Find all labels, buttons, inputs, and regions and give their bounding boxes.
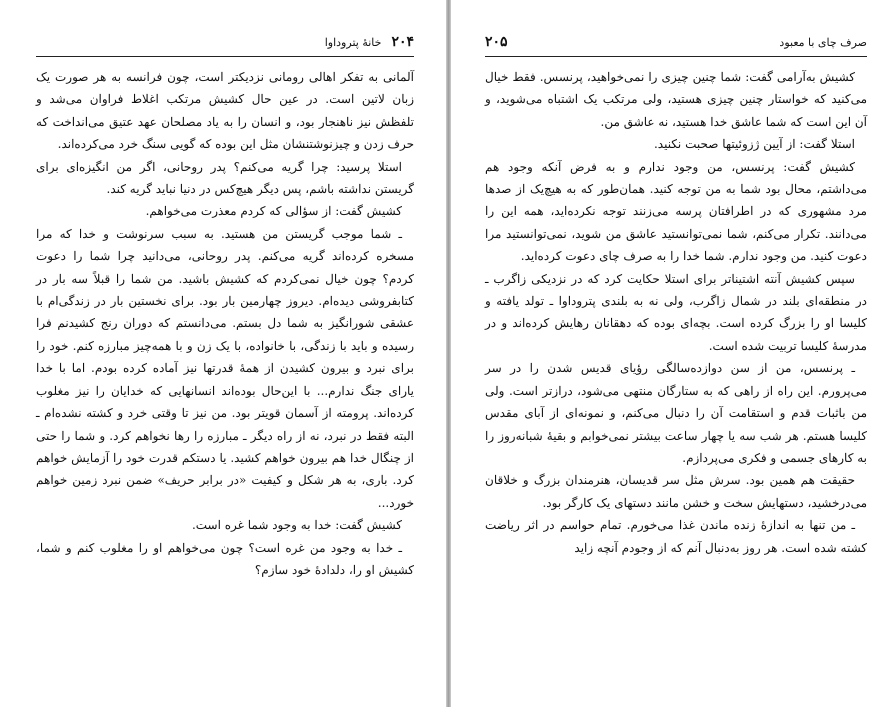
paragraph: کشیش گفت: از سؤالی که کردم معذرت می‌خواهم. bbox=[145, 204, 402, 219]
page-number: ۲۰۵ bbox=[485, 34, 508, 50]
paragraph: حقیقت هم همین بود. سرش مثل سر قدیسان، هنرمندان بزرگ و خلاقان می‌درخشید، دستهایش سخت و خشن مانند دستهای یک کارگر بود. bbox=[485, 473, 867, 510]
page-header bbox=[485, 34, 867, 54]
page-body bbox=[36, 66, 414, 581]
paragraph: ـ من تنها به اندازهٔ زنده ماندن غذا می‌خورم. تمام حواسم در اثر ریاضت کشته شده است. هر روز به‌دنبال آنم که از وجودم آنچه زاید bbox=[485, 518, 867, 555]
paragraph: کشیش گفت: پرنسس، من وجود ندارم و به فرض آنکه وجود هم می‌داشتم، محال بود شما به من توجه کنید. همان‌طور که به هیچ‌یک از صدها مرد مشهوری که در اطرافتان پرسه می‌زنند توجه نکرده‌اید، همه این را می‌دانند. تکرار می‌کنم، شما نمی‌توانستید عاشق من شوید، نمی‌توانستید مرا دعوت کنید. من وجود ندارم. شما خدا را به صرف چای دعوت کرده‌اید. bbox=[485, 159, 867, 264]
paragraph: کشیش به‌آرامی گفت: شما چنین چیزی را نمی‌خواهید، پرنسس. فقط خیال می‌کنید که خواستار چنین چیزی هستید، ولی مرتکب یک اشتباه می‌شوید، و آن این است که شما عاشق خدا هستید، نه عاشق من. bbox=[485, 70, 867, 129]
paragraph: ـ شما موجب گریستن من هستید. به سبب سرنوشت و خدا که مرا مسخره کرده‌اند گریه می‌کنم. پدر روحانی، می‌دانید چرا شما را دعوت کردم؟ چون خیال نمی‌کردم که کشیش باشید. من شما را قبلاً سه بار در کتابفروشی دیده‌ام. دیروز چهارمین بار بود. برای نخستین بار در زندگی‌ام با عشقی شورانگیز به شما دل بستم. می‌دانستم که دوران رنج کشیدنم فرا رسیده و باید با زندگی، با خانواده، با یک زن و با همه‌چیز مبارزه کنم. خود را برای نبرد و بیرون کشیدن از همهٔ قدرتها نیز آماده کرده بودم. اما با خدا یارای جنگ ندارم... با این‌حال بوده‌اند انسانهایی که خدایان را نیز مغلوب کرده‌اند. پرومته از آسمان قویتر بود. من نیز تا وقتی خرد و کشته نشده‌ام ـ البته فقط در نبرد، نه از راه دیگر ـ مبارزه را رها نخواهم کرد. و شما را حتی از چنگال خدا هم بیرون خواهم کشید. یا دستکم قدرت خود را آزمایش خواهم کرد. باری، به هر شکل و کیفیت «در برابر حریف» ضمن نبرد زمین خواهم خورد... bbox=[36, 226, 414, 510]
paragraph: سپس کشیش آنته اشتیناتر برای استلا حکایت کرد که در نزدیکی زاگرب ـ در منطقه‌ای بلند در شمال زاگرب، ولی نه به بلندی پتروداوا ـ تولد یافته و کلیسا او را بزرگ کرده است. بچه‌ای بوده که دهقانان رهایش کرده‌اند و در مدرسهٔ کلیسا تربیت شده است. bbox=[485, 271, 867, 353]
page-header bbox=[36, 34, 414, 54]
header-rule bbox=[485, 56, 867, 57]
right-page bbox=[451, 0, 896, 707]
running-title: صرف چای با معبود bbox=[779, 36, 867, 49]
paragraph: استلا پرسید: چرا گریه می‌کنم؟ پدر روحانی، اگر من انگیزه‌ای برای گریستن نداشته باشم، پس دیگر هیچ‌کس در دنیا نباید گریه کند. bbox=[36, 159, 414, 197]
header-rule bbox=[36, 56, 414, 57]
page-number: ۲۰۴ bbox=[391, 34, 414, 50]
paragraph: ـ پرنسس، من از سن دوازده‌سالگی رؤیای قدیس شدن را در سر می‌پرورم. این راه از راهی که به ستارگان منتهی می‌شود، درازتر است. ولی من باثبات قدم و استقامت آن را دنبال می‌کنم، و نمونه‌ای از آبای مقدس کلیسا هستم. هر شب سه یا چهار ساعت بیشتر نمی‌خوابم و بقیهٔ شبانه‌روز را به کارهای جسمی و فکری می‌پردازم. bbox=[485, 361, 867, 465]
paragraph: آلمانی به تفکر اهالی رومانی نزدیکتر است، چون فرانسه به هر صورت یک زبان لاتین است. در عین حال کشیش مرتکب اغلاط فراوان می‌شد و تلفظش نیز ناهنجار بود، و انسان را به یاد مصلحان عهد عتیق می‌انداخت که حرف زدن و چیزنوشتنشان مثل این بوده که گویی سنگ خرد می‌کرده‌اند. bbox=[36, 70, 414, 152]
paragraph: ـ خدا به وجود من غره است؟ چون می‌خواهم او را مغلوب کنم و شما، کشیش او را، دلدادهٔ خود سازم؟ bbox=[36, 540, 414, 577]
left-page bbox=[0, 0, 446, 707]
page-body bbox=[485, 66, 867, 559]
paragraph: استلا گفت: از آیین ژزوئیتها صحبت نکنید. bbox=[653, 137, 855, 152]
running-title: خانهٔ پتروداوا bbox=[324, 36, 382, 49]
paragraph: کشیش گفت: خدا به وجود شما غره است. bbox=[191, 518, 402, 533]
